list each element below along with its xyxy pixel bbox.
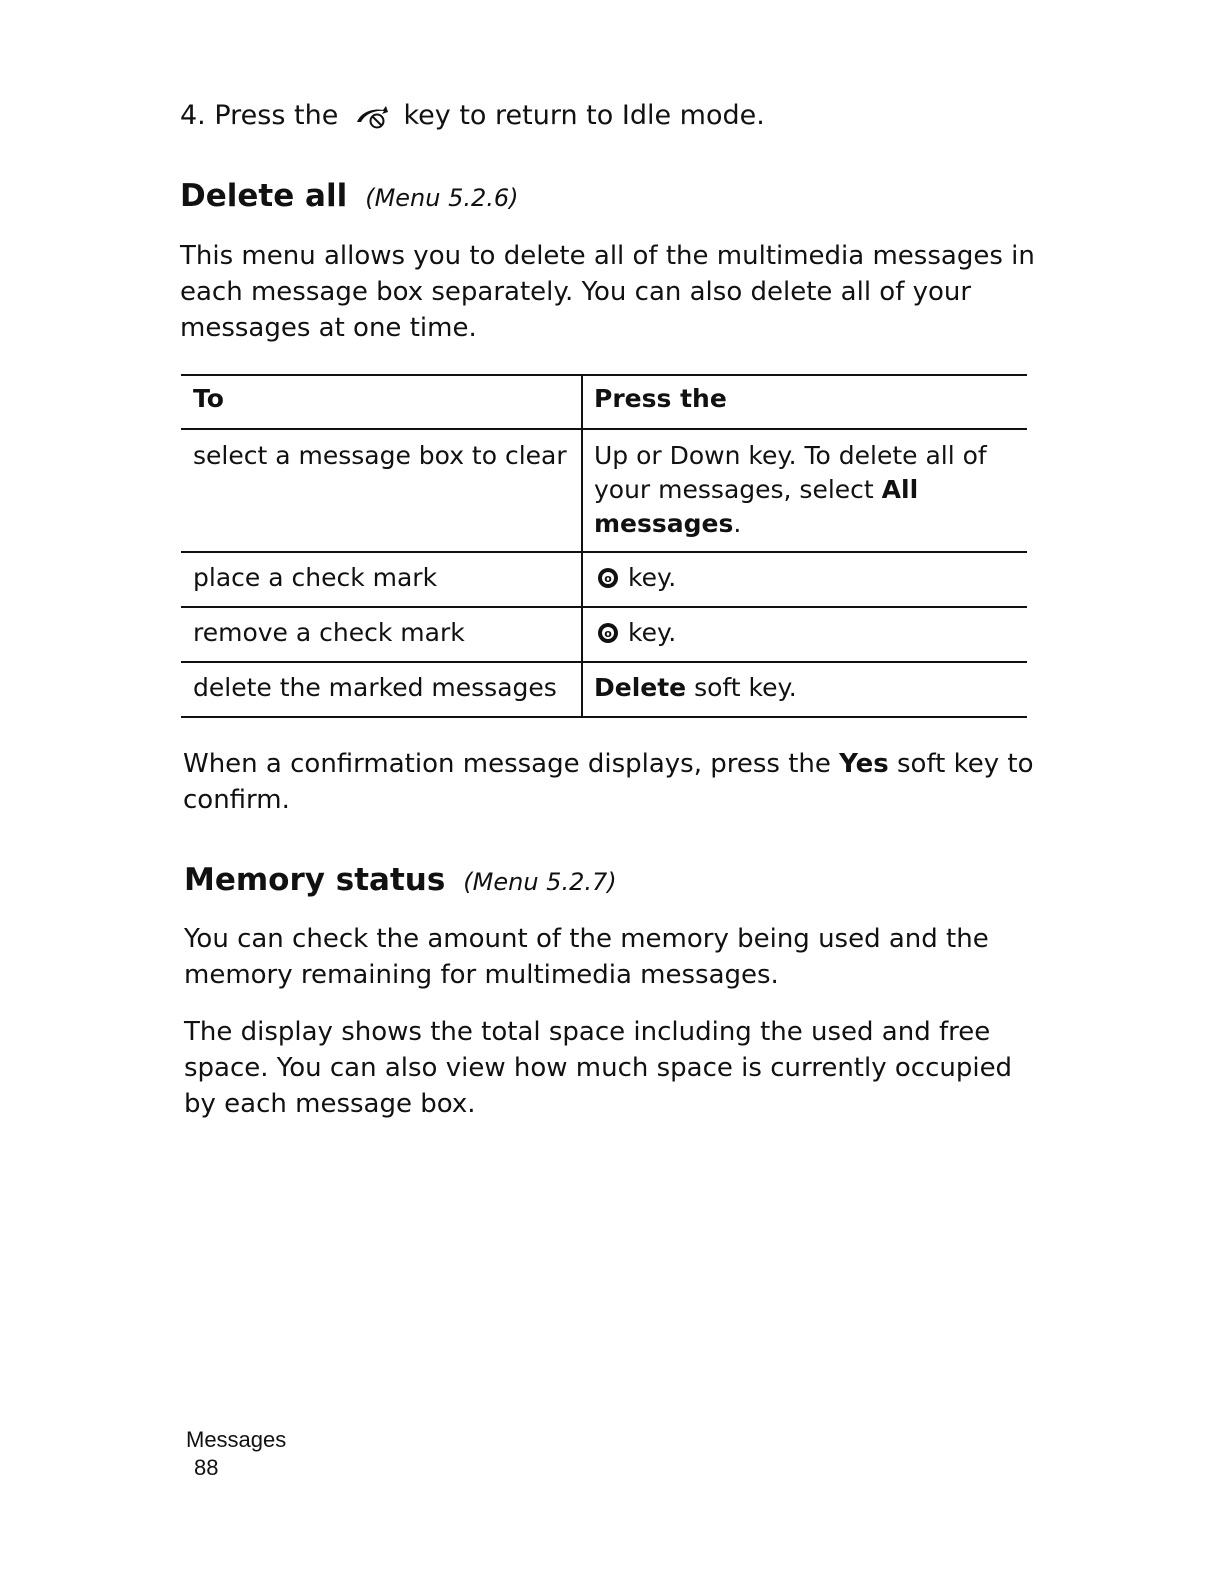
table-row	[181, 662, 1027, 717]
step-number: 4.	[180, 100, 206, 131]
table-header-press: Press the	[582, 375, 1027, 429]
end-call-key-icon	[353, 102, 391, 130]
table-cell-press	[582, 552, 1027, 607]
delete-all-heading	[180, 176, 519, 218]
confirm-note-suffix: soft key to confirm.	[183, 749, 1034, 815]
press-bold-text: Delete	[594, 673, 687, 702]
table-header-to: To	[181, 375, 582, 429]
svg-text:o: o	[604, 627, 612, 640]
press-suffix-text: key.	[628, 618, 677, 647]
table-row	[181, 429, 1027, 552]
memory-status-detail: The display shows the total space including the used and free space. You can also view how much space is currently occupied by each message box.	[184, 1017, 1013, 1119]
delete-all-description: This menu allows you to delete all of the multimedia messages in each message box separately. You can also delete all of your messages at one time.	[180, 241, 1035, 343]
confirm-key-icon	[596, 620, 620, 644]
table-header-row	[181, 375, 1027, 429]
memory-status-description: You can check the amount of the memory being used and the memory remaining for multimedia messages.	[184, 924, 989, 990]
press-suffix-text: key.	[628, 563, 677, 592]
table-cell-to: remove a check mark	[181, 607, 582, 662]
page-number: 88	[194, 1455, 219, 1480]
svg-text:o: o	[604, 572, 612, 585]
delete-all-menu-ref: (Menu 5.2.6)	[365, 184, 519, 212]
step-4	[180, 96, 765, 136]
table-cell-press	[582, 662, 1027, 717]
memory-status-title: Memory status	[184, 862, 446, 898]
table-row	[181, 552, 1027, 607]
table-cell-press	[582, 607, 1027, 662]
press-bold-text: All messages	[594, 475, 919, 538]
table-cell-to: place a check mark	[181, 552, 582, 607]
memory-status-menu-ref: (Menu 5.2.7)	[463, 868, 617, 896]
table-row	[181, 607, 1027, 662]
memory-status-heading	[184, 860, 617, 902]
delete-all-title: Delete all	[180, 178, 348, 214]
press-text: Up or Down key. To delete all of your messages, select	[594, 441, 987, 504]
confirm-note-text: When a confirmation message displays, press the	[183, 749, 840, 779]
step-text-before: Press the	[214, 100, 339, 131]
page-footer	[186, 1426, 286, 1482]
press-suffix-text: soft key.	[686, 673, 797, 702]
confirmation-note	[183, 746, 1043, 818]
confirm-note-bold: Yes	[839, 749, 889, 779]
delete-actions-table	[181, 374, 1027, 718]
footer-section: Messages	[186, 1427, 287, 1452]
table-cell-to: delete the marked messages	[181, 662, 582, 717]
confirm-key-icon	[596, 565, 620, 589]
table-cell-to: select a message box to clear	[181, 429, 582, 552]
step-text-after: key to return to Idle mode.	[403, 100, 765, 131]
press-suffix-text: .	[733, 509, 742, 538]
table-cell-press	[582, 429, 1027, 552]
